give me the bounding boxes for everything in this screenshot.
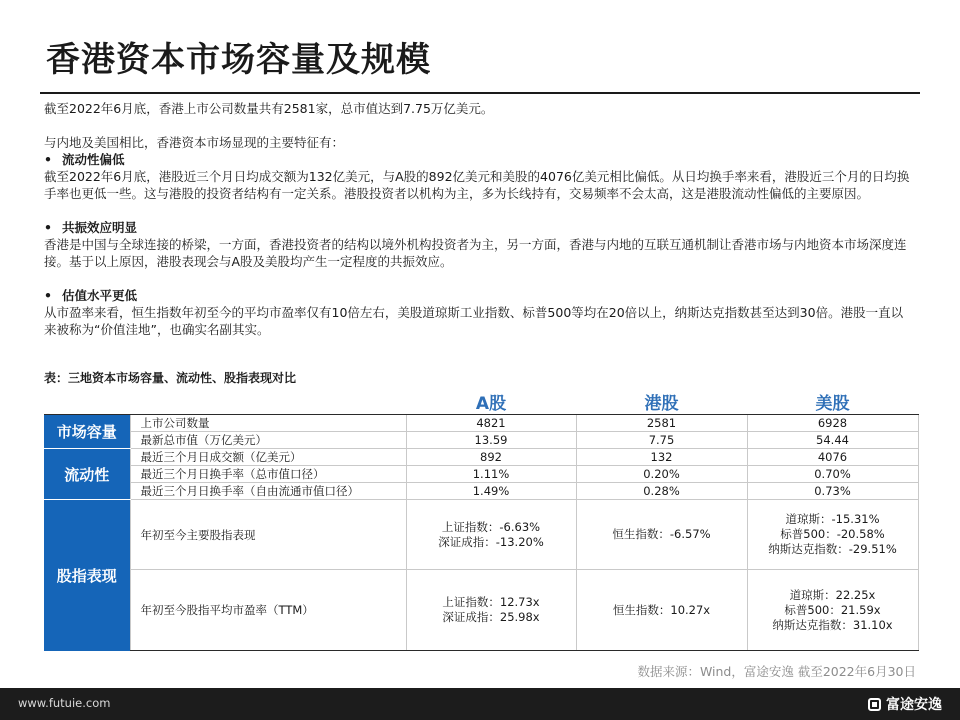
- cell-line: 恒生指数：-6.57%: [612, 527, 711, 541]
- cell-a-share: 1.11%: [406, 466, 576, 483]
- table-header-blank: [44, 388, 406, 415]
- cell-line: 深证成指：25.98x: [442, 610, 540, 624]
- cell-line: 标普500：21.59x: [784, 602, 881, 617]
- metric-label: 年初至今主要股指表现: [130, 500, 406, 570]
- table-header-row: [44, 388, 918, 415]
- category-capacity: 市场容量: [44, 415, 130, 449]
- cell-us-share: 0.70%: [747, 466, 918, 483]
- cell-us-share: [747, 570, 918, 651]
- metric-label: 最近三个月日成交额（亿美元）: [130, 449, 406, 466]
- table-row: [44, 570, 918, 651]
- bullet-title-valuation: [44, 287, 912, 304]
- bullet-text-valuation: 从市盈率来看，恒生指数年初至今的平均市盈率仅有10倍左右，美股道琼斯工业指数、标普500等均在20倍以上，纳斯达克指数甚至达到30倍。港股一直以来被称为“价值洼地”，也确实名副其实。: [44, 305, 904, 337]
- category-liquidity: 流动性: [44, 449, 130, 500]
- cell-line: 上证指数：12.73x: [442, 595, 540, 609]
- bullet-marker: •: [44, 220, 52, 235]
- cell-us-share: 4076: [747, 449, 918, 466]
- bullet-marker: •: [44, 288, 52, 303]
- bullet-text-resonance: 香港是中国与全球连接的桥梁，一方面，香港投资者的结构以境外机构投资者为主，另一方面，香港与内地的互联互通机制让香港市场与内地资本市场深度连接。基于以上原因，港股表现会与A股及美股均产生一定程度的共振效应。: [44, 237, 907, 269]
- cell-hk-share: [576, 570, 747, 651]
- cell-line: 道琼斯：22.25x: [789, 587, 876, 602]
- intro-paragraph: 截至2022年6月底，香港上市公司数量共有2581家，总市值达到7.75万亿美元。: [44, 101, 494, 116]
- data-source-note: 数据来源：Wind，富途安逸 截至2022年6月30日: [637, 664, 916, 679]
- bullet-text-liquidity: 截至2022年6月底，港股近三个月日均成交额为132亿美元，与A股的892亿美元和美股的4076亿美元相比偏低。从日均换手率来看，港股近三个月的日均换手率也更低一些。这与港股的投资者结构有一定关系。港股投资者以机构为主，多为长线持有，交易频率不会太高，这是港股流动性偏低的主要原因。: [44, 169, 910, 201]
- cell-line: 恒生指数：10.27x: [612, 602, 711, 617]
- cell-a-share: [406, 570, 576, 651]
- column-header-us-share: 美股: [747, 388, 918, 415]
- footer-bar: [0, 688, 960, 720]
- cell-us-share: 54.44: [747, 432, 918, 449]
- cell-hk-share: 0.28%: [576, 483, 747, 500]
- metric-label: 最新总市值（万亿美元）: [130, 432, 406, 449]
- cell-line: 上证指数：-6.63%: [441, 519, 541, 534]
- footer-url: www.futuie.com: [18, 696, 111, 710]
- bullet-title-resonance: [44, 219, 912, 236]
- cell-us-share: [747, 500, 918, 570]
- bullet-marker: •: [44, 152, 52, 167]
- cell-us-share: 0.73%: [747, 483, 918, 500]
- metric-label: 年初至今股指平均市盈率（TTM）: [130, 570, 406, 651]
- lead-paragraph: 与内地及美国相比，香港资本市场显现的主要特征有：: [44, 135, 345, 150]
- cell-a-share: 892: [406, 449, 576, 466]
- cell-line: 纳斯达克指数：31.10x: [772, 617, 893, 632]
- body-text: [44, 100, 912, 338]
- bullet-title-liquidity: [44, 151, 912, 168]
- title-divider: [40, 92, 920, 94]
- category-index-performance: 股指表现: [44, 500, 130, 651]
- cell-line: 纳斯达克指数：-29.51%: [768, 542, 897, 556]
- table-caption: 表：三地资本市场容量、流动性、股指表现对比: [44, 371, 297, 385]
- cell-hk-share: 132: [576, 449, 747, 466]
- cell-line: 道琼斯：-15.31%: [785, 512, 880, 526]
- bullet-title-text: 共振效应明显: [62, 220, 138, 235]
- cell-hk-share: 2581: [576, 415, 747, 432]
- bullet-title-text: 流动性偏低: [62, 152, 125, 167]
- metric-label: 最近三个月日换手率（总市值口径）: [130, 466, 406, 483]
- cell-line: 深证成指：-13.20%: [438, 534, 544, 549]
- metric-label: 上市公司数量: [130, 415, 406, 432]
- futu-logo-icon: [868, 698, 881, 711]
- footer-brand: [868, 694, 942, 714]
- bullet-title-text: 估值水平更低: [62, 288, 138, 303]
- column-header-a-share: A股: [406, 388, 576, 415]
- column-header-hk-share: 港股: [576, 388, 747, 415]
- cell-a-share: 4821: [406, 415, 576, 432]
- page-title: 香港资本市场容量及规模: [46, 40, 431, 80]
- table-row: [44, 432, 918, 449]
- cell-hk-share: 7.75: [576, 432, 747, 449]
- cell-us-share: 6928: [747, 415, 918, 432]
- brand-name: 富途安逸: [886, 697, 942, 713]
- cell-hk-share: 0.20%: [576, 466, 747, 483]
- metric-label: 最近三个月日换手率（自由流通市值口径）: [130, 483, 406, 500]
- cell-a-share: 1.49%: [406, 483, 576, 500]
- cell-hk-share: [576, 500, 747, 570]
- cell-a-share: [406, 500, 576, 570]
- table-row: [44, 483, 918, 500]
- table-row: [44, 500, 918, 570]
- comparison-table: [44, 388, 919, 651]
- table-row: [44, 466, 918, 483]
- table-row: [44, 415, 918, 432]
- table-row: [44, 449, 918, 466]
- cell-a-share: 13.59: [406, 432, 576, 449]
- cell-line: 标普500：-20.58%: [780, 527, 885, 541]
